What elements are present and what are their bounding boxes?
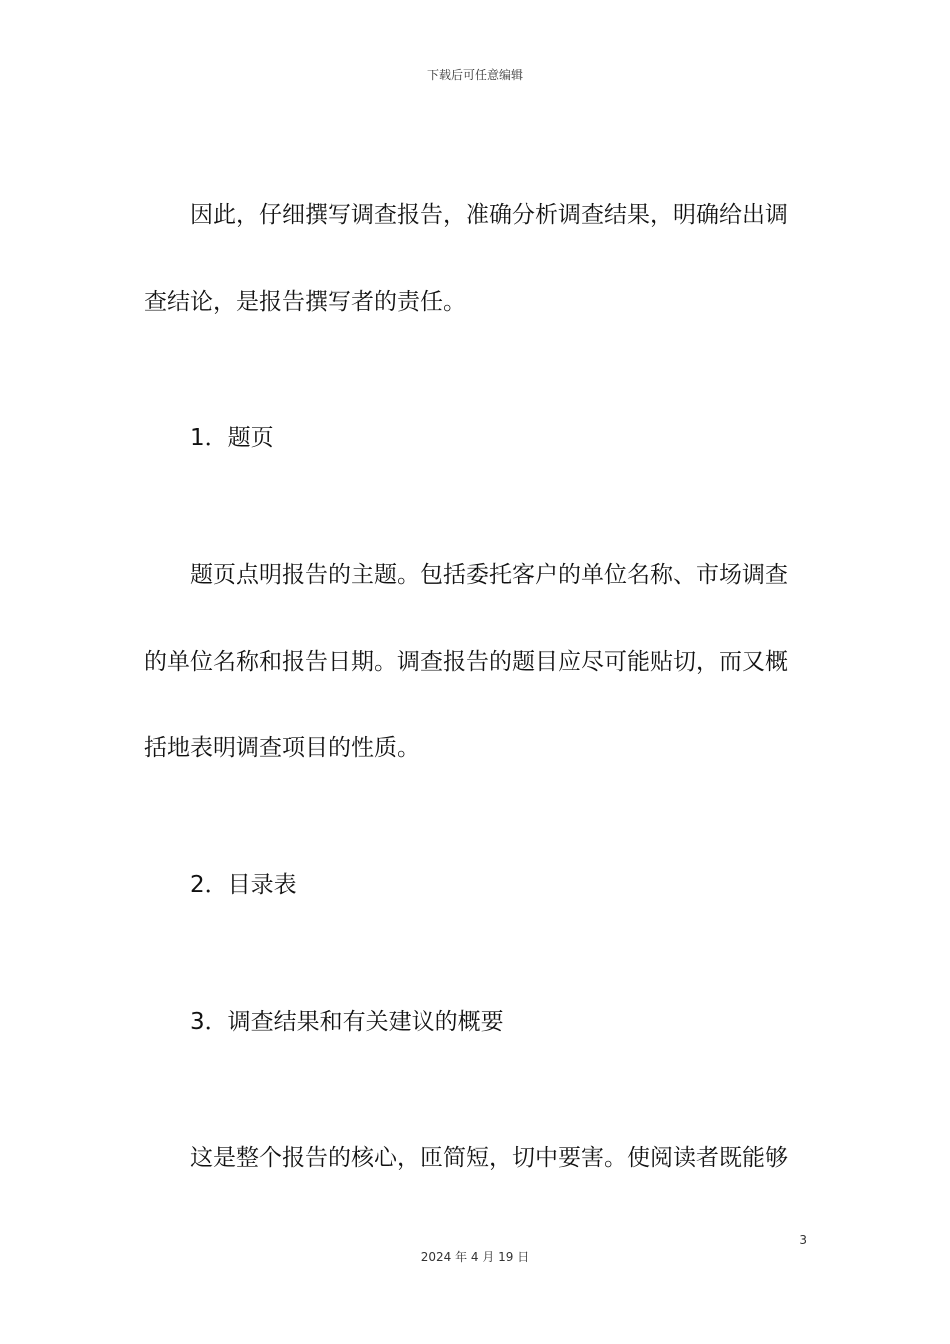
paragraph-3-line-1: 这是整个报告的核心，匝简短，切中要害。使阅读者既能够: [190, 1145, 788, 1171]
footer-date: 2024 年 4 月 19 日: [420, 1250, 530, 1264]
paragraph-1-line-2: 查结论，是报告撰写者的责任。: [144, 289, 466, 315]
section-heading-summary: 3．调查结果和有关建议的概要: [190, 1009, 504, 1035]
page-number: 3: [799, 1233, 807, 1247]
paragraph-2-line-1: 题页点明报告的主题。包括委托客户的单位名称、市场调查: [190, 562, 788, 588]
paragraph-2-line-2: 的单位名称和报告日期。调查报告的题目应尽可能贴切，而又概: [144, 649, 788, 675]
paragraph-2-line-3: 括地表明调查项目的性质。: [144, 735, 420, 761]
header-note: 下载后可任意编辑: [426, 68, 523, 82]
paragraph-1-line-1: 因此，仔细撰写调查报告，准确分析调查结果，明确给出调: [190, 202, 788, 228]
section-heading-title-page: 1．题页: [190, 425, 274, 451]
section-heading-table-of-contents: 2．目录表: [190, 872, 297, 898]
